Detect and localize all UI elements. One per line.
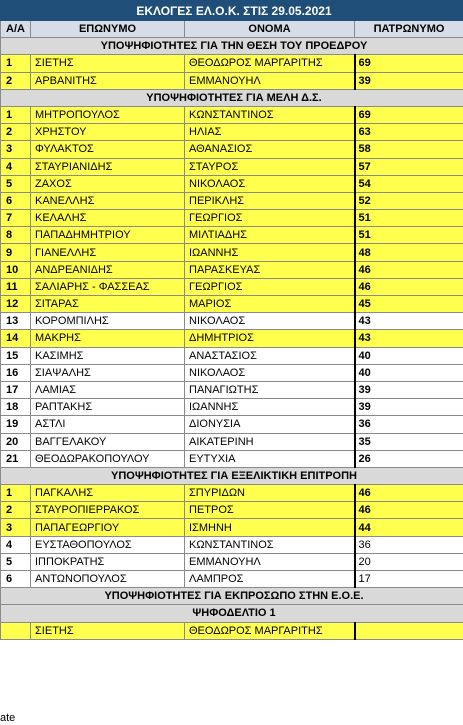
row-surname: ΑΝΤΩΝΟΠΟΥΛΟΣ <box>31 571 185 588</box>
row-name: ΙΩΑΝΝΗΣ <box>185 244 355 261</box>
row-surname: ΜΑΚΡΗΣ <box>31 330 185 347</box>
row-number: 15 <box>1 347 31 364</box>
row-surname: ΚΟΡΟΜΠΙΛΗΣ <box>31 313 185 330</box>
table-row <box>1 553 463 570</box>
row-number: 19 <box>1 416 31 433</box>
table-row <box>1 244 463 261</box>
row-votes: 52 <box>355 192 463 209</box>
row-votes: 69 <box>355 55 463 72</box>
row-surname: ΣΙΑΨΑΛΗΣ <box>31 364 185 381</box>
row-surname: ΘΕΟΔΩΡΑΚΟΠΟΥΛΟΥ <box>31 450 185 467</box>
row-name: ΝΙΚΟΛΑΟΣ <box>185 313 355 330</box>
row-votes: 39 <box>355 72 463 89</box>
row-surname: ΓΙΑΝΕΛΛΗΣ <box>31 244 185 261</box>
row-surname: ΙΠΠΟΚΡΑΤΗΣ <box>31 553 185 570</box>
row-number: 1 <box>1 485 31 502</box>
row-name: ΔΙΟΝΥΣΙΑ <box>185 416 355 433</box>
header-aa: Α/Α <box>1 21 31 38</box>
table-row <box>1 313 463 330</box>
row-number: 17 <box>1 381 31 398</box>
row-number: 5 <box>1 175 31 192</box>
row-number: 8 <box>1 227 31 244</box>
row-name: ΘΕΟΔΩΡΟΣ ΜΑΡΓΑΡΙΤΗΣ <box>185 622 355 639</box>
section-heading: ΥΠΟΨΗΦΙΟΤΗΤΕΣ ΓΙΑ ΤΗΝ ΘΕΣΗ ΤΟΥ ΠΡΟΕΔΡΟΥ <box>1 38 463 55</box>
row-surname: ΚΑΣΙΜΗΣ <box>31 347 185 364</box>
row-votes: 43 <box>355 313 463 330</box>
table-row <box>1 261 463 278</box>
row-votes: 58 <box>355 141 463 158</box>
row-number: 20 <box>1 433 31 450</box>
table-row <box>1 485 463 502</box>
row-votes: 26 <box>355 450 463 467</box>
row-number: 7 <box>1 210 31 227</box>
table-row <box>1 55 463 72</box>
row-surname: ΠΑΠΑΔΗΜΗΤΡΙΟΥ <box>31 227 185 244</box>
row-name: ΕΥΤΥΧΙΑ <box>185 450 355 467</box>
row-name: ΣΠΥΡΙΔΩΝ <box>185 485 355 502</box>
row-surname: ΧΡΗΣΤΟΥ <box>31 124 185 141</box>
row-votes: 44 <box>355 519 463 536</box>
row-votes: 54 <box>355 175 463 192</box>
row-number: 2 <box>1 72 31 89</box>
row-number: 6 <box>1 571 31 588</box>
row-name: ΝΙΚΟΛΑΟΣ <box>185 175 355 192</box>
row-votes: 46 <box>355 502 463 519</box>
table-row <box>1 210 463 227</box>
row-name: ΕΜΜΑΝΟΥΗΛ <box>185 553 355 570</box>
row-name: ΣΤΑΥΡΟΣ <box>185 158 355 175</box>
section-heading: ΥΠΟΨΗΦΙΟΤΗΤΕΣ ΓΙΑ ΕΞΕΛΙΚΤΙΚΗ ΕΠΙΤΡΟΠΗ <box>1 467 463 484</box>
table-row <box>1 364 463 381</box>
row-number: 4 <box>1 158 31 175</box>
header-name: ΟΝΟΜΑ <box>185 21 355 38</box>
row-surname: ΛΑΜΙΑΣ <box>31 381 185 398</box>
row-name: ΙΣΜΗΝΗ <box>185 519 355 536</box>
row-number: 4 <box>1 536 31 553</box>
row-votes: 36 <box>355 416 463 433</box>
row-votes: 46 <box>355 278 463 295</box>
row-number: 10 <box>1 261 31 278</box>
row-surname: ΡΑΠΤΑΚΗΣ <box>31 399 185 416</box>
table-row <box>1 416 463 433</box>
table-row <box>1 622 463 639</box>
row-name: ΔΗΜΗΤΡΙΟΣ <box>185 330 355 347</box>
row-number: 3 <box>1 141 31 158</box>
row-surname: ΑΣΤΛΙ <box>31 416 185 433</box>
row-name: ΓΕΩΡΓΙΟΣ <box>185 278 355 295</box>
row-name: ΑΙΚΑΤΕΡΙΝΗ <box>185 433 355 450</box>
row-name: ΘΕΟΔΩΡΟΣ ΜΑΡΓΑΡΙΤΗΣ <box>185 55 355 72</box>
table-row <box>1 347 463 364</box>
section-heading-row <box>1 38 463 55</box>
row-votes <box>355 622 463 639</box>
row-number: 9 <box>1 244 31 261</box>
row-number: 2 <box>1 502 31 519</box>
title-row <box>1 1 463 21</box>
row-votes: 48 <box>355 244 463 261</box>
table-row <box>1 519 463 536</box>
row-number: 13 <box>1 313 31 330</box>
row-name: ΠΕΡΙΚΛΗΣ <box>185 192 355 209</box>
row-votes: 39 <box>355 399 463 416</box>
section-subheading-row <box>1 605 463 622</box>
row-number: 11 <box>1 278 31 295</box>
row-votes: 20 <box>355 553 463 570</box>
row-name: ΜΑΡΙΟΣ <box>185 296 355 313</box>
cut-off-text: ate <box>0 712 16 724</box>
row-name: ΓΕΩΡΓΙΟΣ <box>185 210 355 227</box>
section-subheading: ΨΗΦΟΔΕΛΤΙΟ 1 <box>1 605 463 622</box>
section-heading: ΥΠΟΨΗΦΙΟΤΗΤΕΣ ΓΙΑ ΜΕΛΗ Δ.Σ. <box>1 89 463 106</box>
row-surname: ΣΙΕΤΗΣ <box>31 622 185 639</box>
row-name: ΑΝΑΣΤΑΣΙΟΣ <box>185 347 355 364</box>
header-surname: ΕΠΩΝΥΜΟ <box>31 21 185 38</box>
row-name: ΛΑΜΠΡΟΣ <box>185 571 355 588</box>
row-surname: ΑΡΒΑΝΙΤΗΣ <box>31 72 185 89</box>
table-row <box>1 141 463 158</box>
row-surname: ΖΑΧΟΣ <box>31 175 185 192</box>
table-row <box>1 399 463 416</box>
row-surname: ΜΗΤΡΟΠΟΥΛΟΣ <box>31 106 185 123</box>
row-surname: ΣΑΛΙΑΡΗΣ - ΦΑΣΣΕΑΣ <box>31 278 185 295</box>
row-name: ΗΛΙΑΣ <box>185 124 355 141</box>
table-row <box>1 502 463 519</box>
table-row <box>1 227 463 244</box>
row-name: ΕΜΜΑΝΟΥΗΛ <box>185 72 355 89</box>
table-row <box>1 381 463 398</box>
table-row <box>1 433 463 450</box>
row-name: ΚΩΝΣΤΑΝΤΙΝΟΣ <box>185 536 355 553</box>
sheet-title: ΕΚΛΟΓΕΣ ΕΛ.Ο.Κ. ΣΤΙΣ 29.05.2021 <box>1 1 463 21</box>
table-row <box>1 124 463 141</box>
section-heading-row <box>1 467 463 484</box>
section-heading-row <box>1 588 463 605</box>
row-number: 16 <box>1 364 31 381</box>
row-surname: ΕΥΣΤΑΘΟΠΟΥΛΟΣ <box>31 536 185 553</box>
row-surname: ΣΙΤΑΡΑΣ <box>31 296 185 313</box>
row-surname: ΚΑΝΕΛΛΗΣ <box>31 192 185 209</box>
row-name: ΠΑΡΑΣΚΕΥΑΣ <box>185 261 355 278</box>
table-row <box>1 571 463 588</box>
row-number: 21 <box>1 450 31 467</box>
row-votes: 43 <box>355 330 463 347</box>
row-votes: 40 <box>355 347 463 364</box>
row-votes: 36 <box>355 536 463 553</box>
row-number: 1 <box>1 55 31 72</box>
table-row <box>1 72 463 89</box>
section-heading-row <box>1 89 463 106</box>
row-name: ΑΘΑΝΑΣΙΟΣ <box>185 141 355 158</box>
row-surname: ΣΤΑΥΡΙΑΝΙΔΗΣ <box>31 158 185 175</box>
row-surname: ΠΑΠΑΓΕΩΡΓΙΟΥ <box>31 519 185 536</box>
row-votes: 51 <box>355 227 463 244</box>
row-votes: 63 <box>355 124 463 141</box>
row-votes: 45 <box>355 296 463 313</box>
row-name: ΝΙΚΟΛΑΟΣ <box>185 364 355 381</box>
table-row <box>1 450 463 467</box>
row-number: 2 <box>1 124 31 141</box>
row-name: ΜΙΛΤΙΑΔΗΣ <box>185 227 355 244</box>
row-surname: ΚΕΛΑΛΗΣ <box>31 210 185 227</box>
row-surname: ΣΤΑΥΡΟΠΙΕΡΡΑΚΟΣ <box>31 502 185 519</box>
table-row <box>1 106 463 123</box>
row-number: 3 <box>1 519 31 536</box>
row-surname: ΒΑΓΓΕΛΑΚΟΥ <box>31 433 185 450</box>
table-row <box>1 296 463 313</box>
table-row <box>1 175 463 192</box>
row-name: ΠΕΤΡΟΣ <box>185 502 355 519</box>
row-name: ΙΩΑΝΝΗΣ <box>185 399 355 416</box>
row-number: 12 <box>1 296 31 313</box>
row-name: ΚΩΝΣΤΑΝΤΙΝΟΣ <box>185 106 355 123</box>
row-name: ΠΑΝΑΓΙΩΤΗΣ <box>185 381 355 398</box>
row-number: 18 <box>1 399 31 416</box>
row-surname: ΠΑΓΚΑΛΗΣ <box>31 485 185 502</box>
row-votes: 35 <box>355 433 463 450</box>
row-votes: 69 <box>355 106 463 123</box>
row-votes: 46 <box>355 261 463 278</box>
row-number: 14 <box>1 330 31 347</box>
row-votes: 17 <box>355 571 463 588</box>
table-row <box>1 536 463 553</box>
row-number <box>1 622 31 639</box>
row-number: 1 <box>1 106 31 123</box>
row-number: 5 <box>1 553 31 570</box>
row-votes: 40 <box>355 364 463 381</box>
header-patronymic: ΠΑΤΡΩΝΥΜΟ <box>355 21 463 38</box>
row-number: 6 <box>1 192 31 209</box>
row-votes: 51 <box>355 210 463 227</box>
row-surname: ΣΙΕΤΗΣ <box>31 55 185 72</box>
row-surname: ΦΥΛΑΚΤΟΣ <box>31 141 185 158</box>
row-votes: 39 <box>355 381 463 398</box>
table-row <box>1 330 463 347</box>
table-row <box>1 192 463 209</box>
section-heading: ΥΠΟΨΗΦΙΟΤΗΤΕΣ ΓΙΑ ΕΚΠΡΟΣΩΠΟ ΣΤΗΝ Ε.Ο.Ε. <box>1 588 463 605</box>
row-surname: ΑΝΔΡΕΑΝΙΔΗΣ <box>31 261 185 278</box>
row-votes: 57 <box>355 158 463 175</box>
table-row <box>1 158 463 175</box>
header-row <box>1 21 463 38</box>
table-row <box>1 278 463 295</box>
row-votes: 46 <box>355 485 463 502</box>
